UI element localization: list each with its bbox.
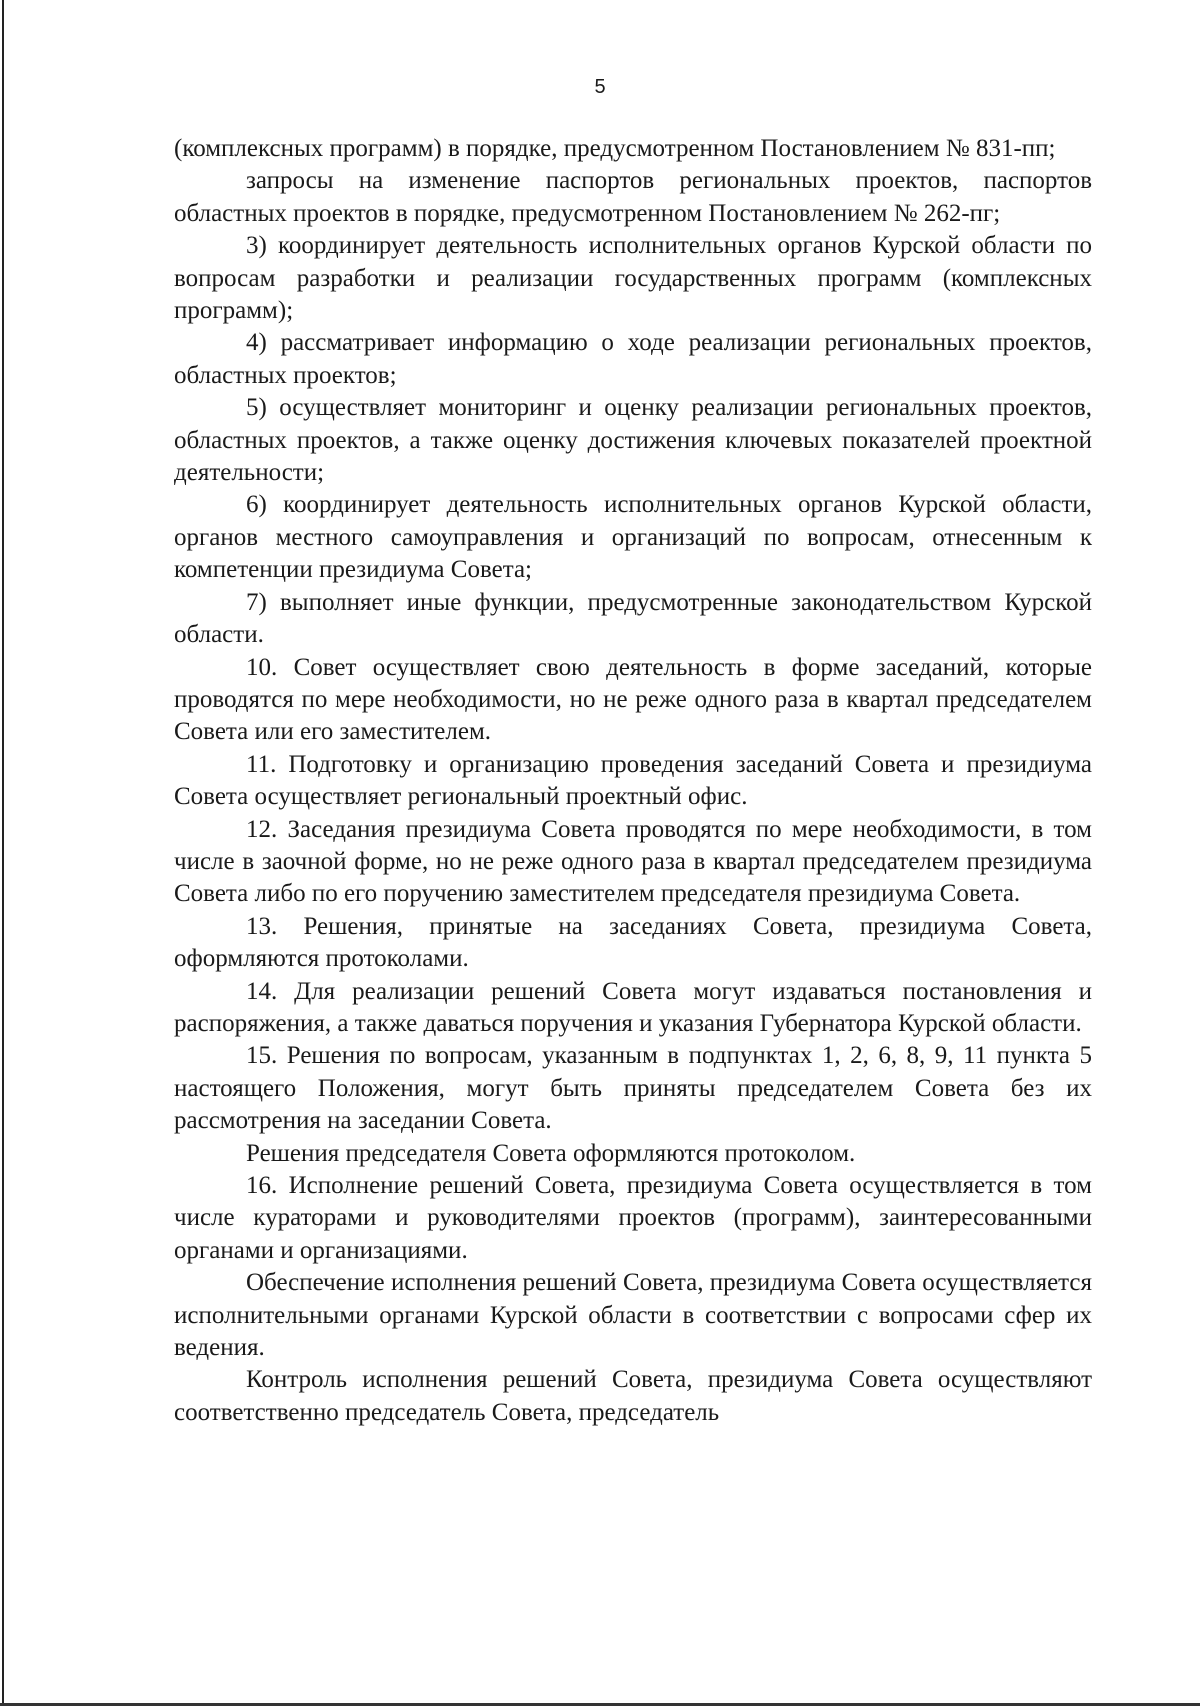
paragraph: 3) координирует деятельность исполнительных органов Курской области по вопросам разработки и реализации государственных программ (комплексных программ); xyxy=(174,232,1092,325)
paragraph: (комплексных программ) в порядке, предусмотренном Постановлением № 831-пп; xyxy=(174,135,1056,162)
paragraph: 14. Для реализации решений Совета могут издаваться постановления и распоряжения, а также даваться поручения и указания Губернатора Курской области. xyxy=(174,977,1092,1037)
paragraph: 13. Решения, принятые на заседаниях Совета, президиума Совета, оформляются протоколами. xyxy=(174,912,1092,973)
paragraph: 6) координирует деятельность исполнительных органов Курской области, органов местного самоуправления и организаций по вопросам, отнесенным к компетенции президиума Совета; xyxy=(174,491,1092,584)
paragraph: 15. Решения по вопросам, указанным в подпунктах 1, 2, 6, 8, 9, 11 пункта 5 настоящего Положения, могут быть приняты председателем Совета без их рассмотрения на заседании Совета. xyxy=(174,1042,1092,1135)
paragraph: 5) осуществляет мониторинг и оценку реализации региональных проектов, областных проектов, а также оценку достижения ключевых показателей проектной деятельности; xyxy=(174,394,1092,487)
paragraph: 12. Заседания президиума Совета проводятся по мере необходимости, в том числе в заочной форме, но не реже одного раза в квартал председателем президиума Совета либо по его поручению заместителем председателя президиума Совета. xyxy=(174,815,1092,908)
paragraph: 11. Подготовку и организацию проведения заседаний Совета и президиума Совета осуществляет региональный проектный офис. xyxy=(174,750,1092,811)
page-number: 5 xyxy=(594,76,606,98)
paragraph: запросы на изменение паспортов региональных проектов, паспортов областных проектов в порядке, предусмотренном Постановлением № 262-пг; xyxy=(174,167,1092,227)
paragraph: Обеспечение исполнения решений Совета, президиума Совета осуществляется исполнительными органами Курской области в соответствии с вопросами сфер их ведения. xyxy=(174,1269,1092,1362)
paragraph: 16. Исполнение решений Совета, президиума Совета осуществляется в том числе кураторами и руководителями проектов (программ), заинтересованными органами и организациями. xyxy=(174,1172,1092,1264)
document-body xyxy=(174,133,1092,1429)
paragraph: Решения председателя Совета оформляются протоколом. xyxy=(246,1139,856,1167)
paragraph: 7) выполняет иные функции, предусмотренные законодательством Курской области. xyxy=(174,588,1092,649)
scan-edge-left xyxy=(2,0,4,1706)
paragraph: 4) рассматривает информацию о ходе реализации региональных проектов, областных проектов; xyxy=(174,329,1092,389)
paragraph: 10. Совет осуществляет свою деятельность в форме заседаний, которые проводятся по мере необходимости, но не реже одного раза в квартал председателем Совета или его заместителем. xyxy=(174,653,1092,746)
paragraph: Контроль исполнения решений Совета, президиума Совета осуществляют соответственно председатель Совета, председатель xyxy=(174,1366,1092,1426)
